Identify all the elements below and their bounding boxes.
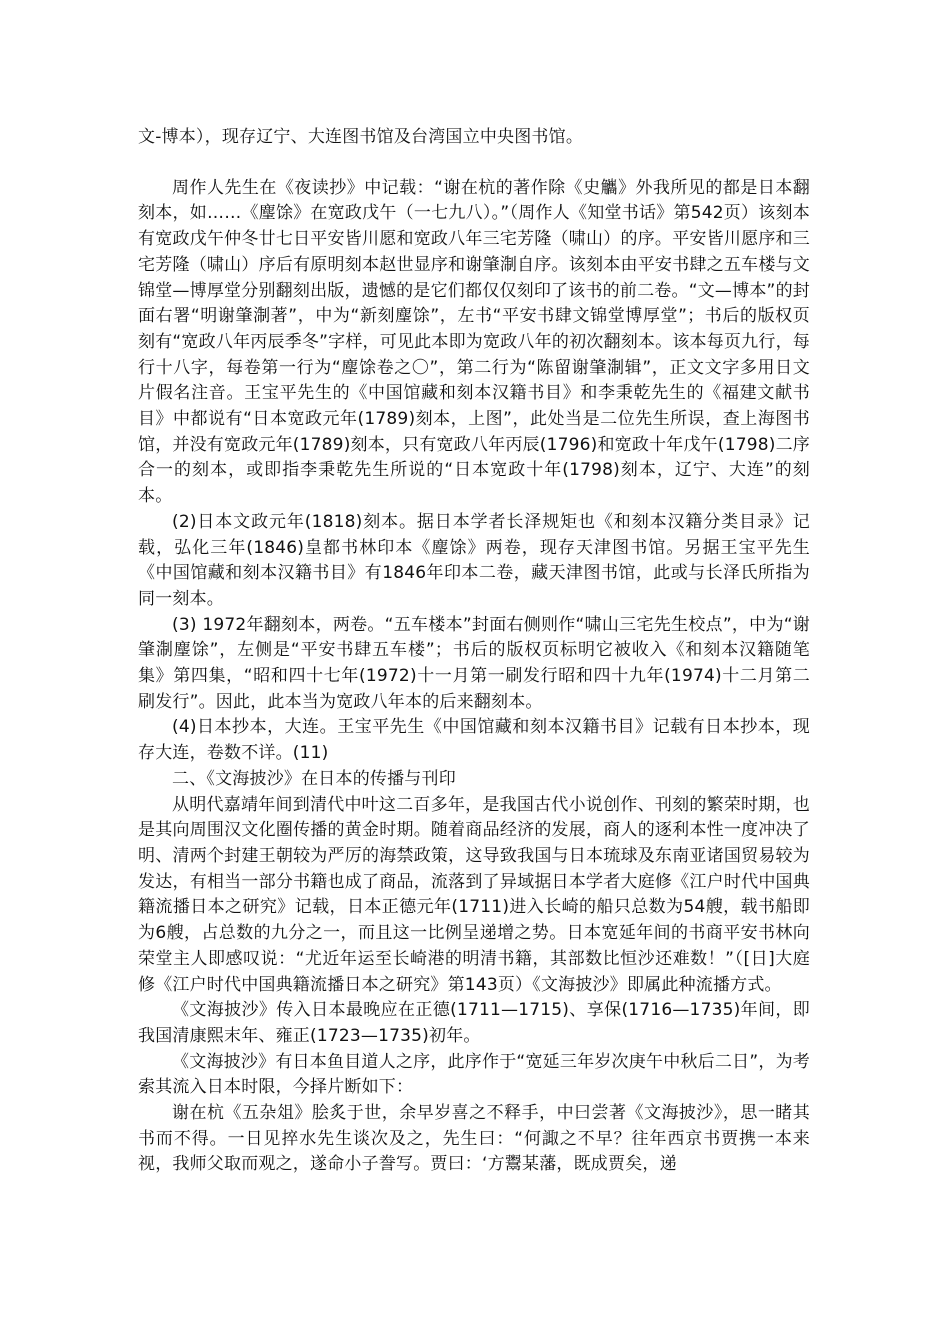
paragraph-item-4: (4)日本抄本，大连。王宝平先生《中国馆藏和刻本汉籍书目》记载有日本抄本，现存大连，卷数不详。(11) [138, 717, 810, 764]
paragraph-history: 从明代嘉靖年间到清代中叶这二百多年，是我国古代小说创作、刊刻的繁荣时期，也是其向周围汉文化圈传播的黄金时期。随着商品经济的发展，商人的逐利本性一度冲决了明、清两个封建王朝较为严厉的海禁政策，这导致我国与日本琉球及东南亚诸国贸易较为发达，有相当一部分书籍也成了商品，流落到了异域据日本学者大庭修《江户时代中国典籍流播日本之研究》记载，日本正德元年(1711)进入长崎的船只总数为54艘，载书船即为6艘，占总数的九分之一，而且这一比例呈递增之势。日本宽延年间的书商平安书林向荣堂主人即感叹说：“尤近年运至长崎港的明清书籍，其部数比恒沙还难数！”（[日]大庭修《江户时代中国典籍流播日本之研究》第143页）《文海披沙》即属此种流播方式。 [138, 794, 810, 995]
paragraph-item-3: (3) 1972年翻刻本，两卷。“五车楼本”封面右侧则作“啸山三宅先生校点”，中为“谢肇淛麈馀”，左侧是“平安书肆五车楼”；书后的版权页标明它被收入《和刻本汉籍随笔集》第四集，“昭和四十七年(1972)十一月第一刷发行昭和四十九年(1974)十二月第二刷发行”。因此，此本当为宽政八年本的后来翻刻本。 [138, 614, 810, 712]
paragraph-arrival: 《文海披沙》传入日本最晚应在正德(1711—1715)、享保(1716—1735)年间，即我国清康熙末年、雍正(1723—1735)初年。 [138, 1000, 810, 1046]
document-body [138, 125, 810, 1178]
paragraph-quotation: 谢在杭《五杂俎》脍炙于世，余早岁喜之不释手，中曰尝著《文海披沙》，思一睹其书而不得。一日见捽水先生谈次及之，先生曰：“何諏之不早？往年西京书贾携一本来视，我师父取而观之，遂命小子誊写。贾曰：‘方鬻某藩，既成贾矣，递 [138, 1103, 810, 1175]
paragraph-continuation: 文-博本），现存辽宁、大连图书馆及台湾国立中央图书馆。 [138, 127, 584, 147]
paragraph-preface: 《文海披沙》有日本鱼目道人之序，此序作于“宽延三年岁次庚午中秋后二日”，为考索其流入日本时限，今择片断如下： [138, 1051, 810, 1098]
paragraph-zhou-zuoren: 周作人先生在《夜读抄》中记载：“谢在杭的著作除《史觿》外我所见的都是日本翻刻本，如……《麈馀》在宽政戊午（一七九八）。”（周作人《知堂书话》第542页）该刻本有宽政戊午仲冬廿七日平安皆川愿和宽政八年三宅芳隆（啸山）的序。平安皆川愿序和三宅芳隆（啸山）序后有原明刻本赵世显序和谢肇淛自序。该刻本由平安书肆之五车楼与文锦堂—博厚堂分别翻刻出版，遗憾的是它们都仅仅刻印了该书的前二卷。“文—博本”的封面右署“明谢肇淛著”，中为“新刻麈馀”，左书“平安书肆文锦堂博厚堂”；书后的版权页刻有“宽政八年丙辰季冬”字样，可见此本即为宽政八年的初次翻刻本。该本每页九行，每行十八字，每卷第一行为“麈馀卷之〇”，第二行为“陈留谢肇淛辑”，正文文字多用日文片假名注音。王宝平先生的《中国馆藏和刻本汉籍书目》和李秉乾先生的《福建文献书目》中都说有“日本宽政元年(1789)刻本，上图”，此处当是二位先生所误，查上海图书馆，并没有宽政元年(1789)刻本，只有宽政八年丙辰(1796)和宽政十年戊午(1798)二序合一的刻本，或即指李秉乾先生所说的“日本宽政十年(1798)刻本，辽宁、大连”的刻本。 [138, 177, 810, 507]
section-heading: 二、《文海披沙》在日本的传播与刊印 [172, 768, 456, 789]
paragraph-gap [138, 151, 810, 176]
paragraph-item-2: (2)日本文政元年(1818)刻本。据日本学者长泽规矩也《和刻本汉籍分类目录》记载，弘化三年(1846)皇都书林印本《麈馀》两卷，现存天津图书馆。另据王宝平先生《中国馆藏和刻本汉籍书目》有1846年印本二卷，藏天津图书馆，此或与长泽氏所指为同一刻本。 [138, 511, 810, 609]
